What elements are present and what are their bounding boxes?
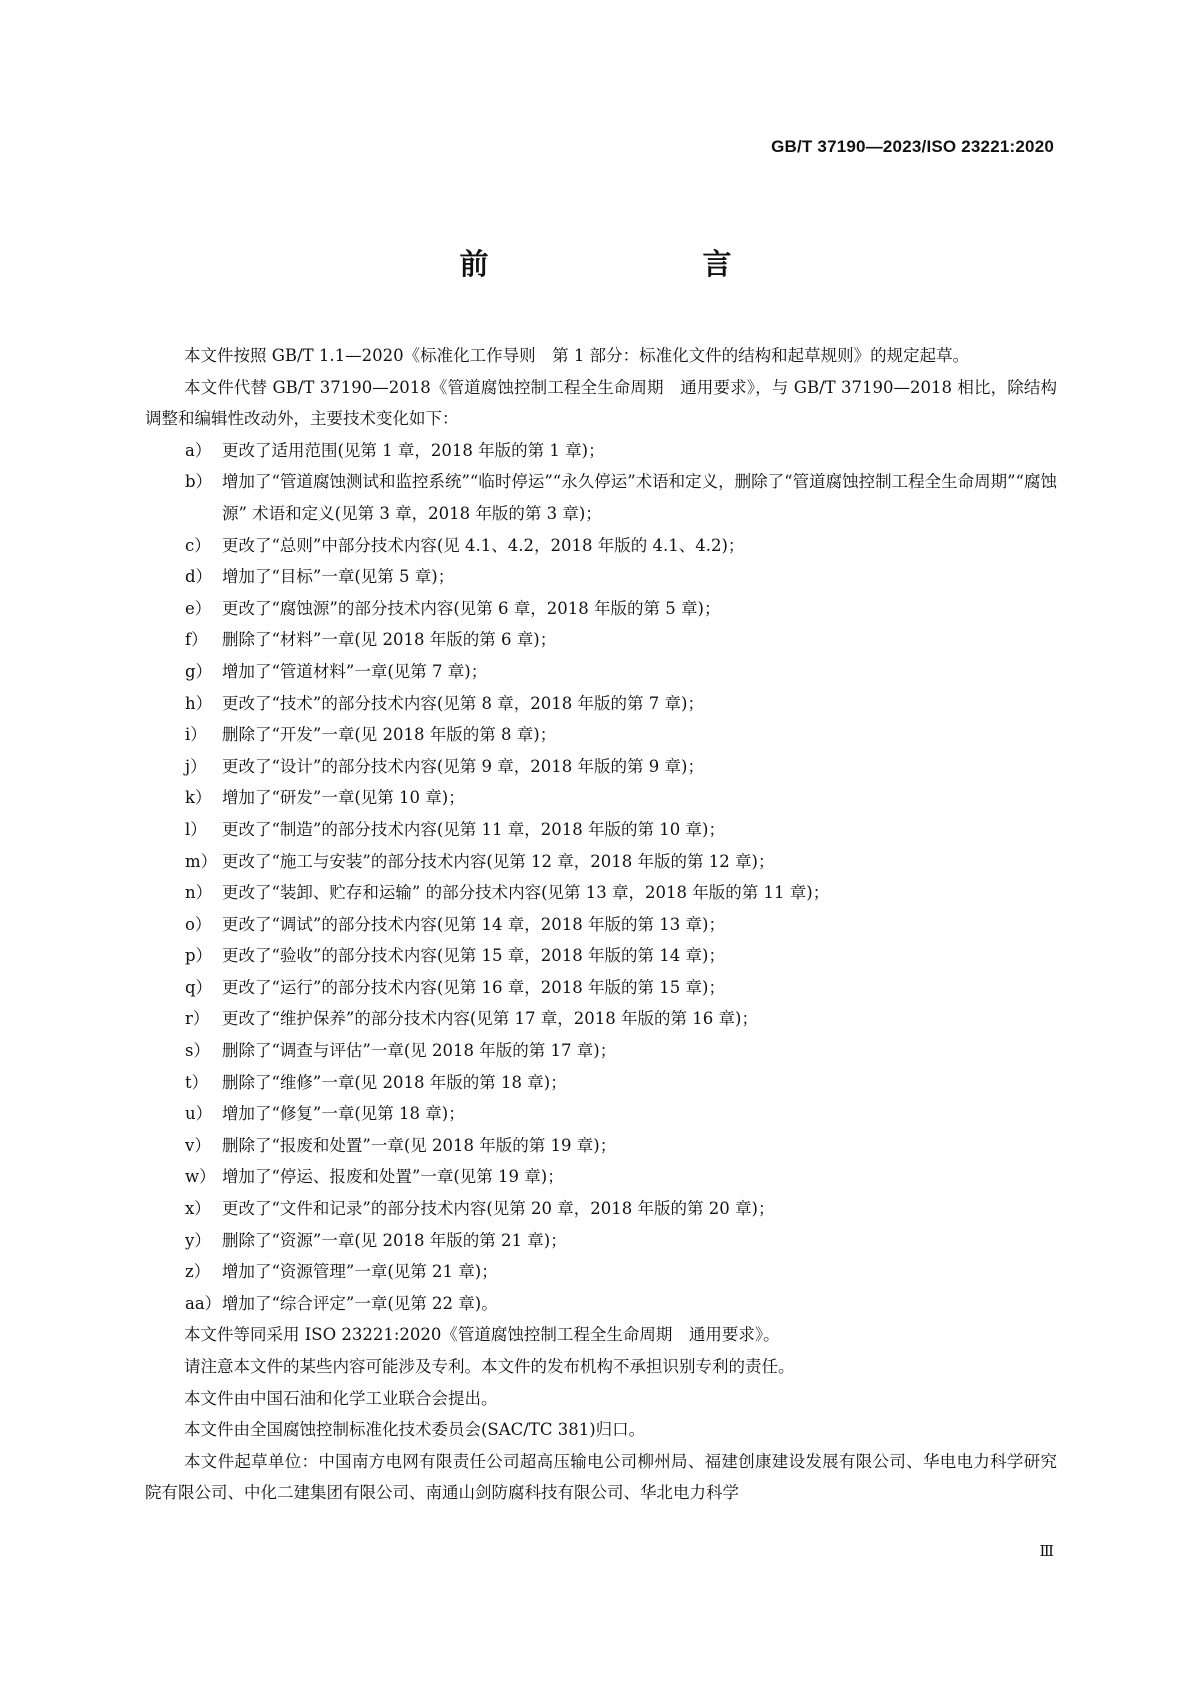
list-marker: o） xyxy=(185,914,212,934)
list-item-text: 更改了适用范围(见第 1 章，2018 年版的第 1 章)； xyxy=(222,440,605,460)
list-item xyxy=(145,1067,1057,1099)
list-item xyxy=(145,624,1057,656)
list-marker: q） xyxy=(185,977,213,997)
list-marker: a） xyxy=(185,440,212,460)
list-marker: d） xyxy=(185,567,213,587)
list-marker: z） xyxy=(185,1262,211,1282)
list-item-text: 更改了“调试”的部分技术内容(见第 14 章，2018 年版的第 13 章)； xyxy=(222,914,725,934)
list-item-text: 更改了“技术”的部分技术内容(见第 8 章，2018 年版的第 7 章)； xyxy=(222,693,704,713)
list-item xyxy=(145,688,1057,720)
page-number: Ⅲ xyxy=(1039,1542,1054,1560)
list-item-text: 更改了“运行”的部分技术内容(见第 16 章，2018 年版的第 15 章)； xyxy=(222,977,725,997)
list-item-text: 增加了“研发”一章(见第 10 章)； xyxy=(222,788,465,808)
list-item xyxy=(145,719,1057,751)
list-marker: b） xyxy=(185,472,213,492)
committee-statement: 本文件由全国腐蚀控制标准化技术委员会(SAC/TC 381)归口。 xyxy=(184,1420,646,1440)
list-marker: w） xyxy=(185,1167,216,1187)
list-marker: p） xyxy=(185,946,213,966)
list-marker: f） xyxy=(185,630,208,650)
list-item xyxy=(145,593,1057,625)
list-item-text: 更改了“设计”的部分技术内容(见第 9 章，2018 年版的第 9 章)； xyxy=(222,756,704,776)
list-marker: j） xyxy=(185,756,207,776)
list-marker: u） xyxy=(185,1104,213,1124)
list-item-text: 更改了“装卸、贮存和运输” 的部分技术内容(见第 13 章，2018 年版的第 11 章)； xyxy=(222,883,830,903)
document-body xyxy=(145,340,1057,1509)
list-item-text: 增加了“资源管理”一章(见第 21 章)； xyxy=(222,1262,498,1282)
list-item-text: 增加了“管道材料”一章(见第 7 章)； xyxy=(222,661,488,681)
list-item-text: 更改了“腐蚀源”的部分技术内容(见第 6 章，2018 年版的第 5 章)； xyxy=(222,598,721,618)
list-marker: i） xyxy=(185,725,207,745)
list-item-text: 更改了“验收”的部分技术内容(见第 15 章，2018 年版的第 14 章)； xyxy=(222,946,725,966)
list-marker: h） xyxy=(185,693,213,713)
list-item-text: 删除了“报废和处置”一章(见 2018 年版的第 19 章)； xyxy=(222,1135,617,1155)
list-marker: e） xyxy=(185,598,212,618)
list-item-text: 增加了“管道腐蚀测试和监控系统”“临时停运”“永久停运”术语和定义，删除了“管道腐蚀控制工程全生命周期”“腐蚀源” 术语和定义(见第 3 章，2018 年版的第 3 章)； xyxy=(222,472,1057,523)
list-item-text: 增加了“停运、报废和处置”一章(见第 19 章)； xyxy=(222,1167,564,1187)
list-item-text: 更改了“施工与安装”的部分技术内容(见第 12 章，2018 年版的第 12 章)； xyxy=(222,851,775,871)
list-item xyxy=(145,1161,1057,1193)
list-marker: k） xyxy=(185,788,212,808)
patent-notice: 请注意本文件的某些内容可能涉及专利。本文件的发布机构不承担识别专利的责任。 xyxy=(184,1357,795,1376)
list-item xyxy=(145,1225,1057,1257)
changes-list xyxy=(145,435,1057,1320)
list-item xyxy=(145,814,1057,846)
list-item xyxy=(145,1130,1057,1162)
list-item xyxy=(145,909,1057,941)
list-marker: v） xyxy=(185,1135,211,1155)
list-item xyxy=(145,435,1057,467)
adoption-statement: 本文件等同采用 ISO 23221:2020《管道腐蚀控制工程全生命周期 通用要求》。 xyxy=(184,1325,780,1345)
list-item-text: 更改了“总则”中部分技术内容(见 4.1、4.2，2018 年版的 4.1、4.2)； xyxy=(222,535,745,555)
list-item xyxy=(145,1035,1057,1067)
list-marker: r） xyxy=(185,1009,210,1029)
list-item-text: 删除了“开发”一章(见 2018 年版的第 8 章)； xyxy=(222,725,557,745)
intro-paragraph-2: 本文件代替 GB/T 37190—2018《管道腐蚀控制工程全生命周期 通用要求》，与 GB/T 37190—2018 相比，除结构调整和编辑性改动外，主要技术变化如下： xyxy=(145,377,1057,429)
list-item xyxy=(145,561,1057,593)
list-item xyxy=(145,940,1057,972)
list-item xyxy=(145,751,1057,783)
proposer-statement: 本文件由中国石油和化学工业联合会提出。 xyxy=(184,1388,498,1408)
list-item xyxy=(145,1288,1057,1320)
list-item-text: 删除了“资源”一章(见 2018 年版的第 21 章)； xyxy=(222,1230,567,1250)
list-marker: s） xyxy=(185,1041,210,1061)
list-item xyxy=(145,466,1057,529)
intro-paragraph-1: 本文件按照 GB/T 1.1—2020《标准化工作导则 第 1 部分：标准化文件的结构和起草规则》的规定起草。 xyxy=(184,346,970,365)
list-item xyxy=(145,1098,1057,1130)
list-marker: t） xyxy=(185,1072,209,1092)
list-marker: y） xyxy=(185,1230,211,1250)
list-marker: x） xyxy=(185,1199,211,1219)
list-marker: m） xyxy=(185,851,218,871)
list-marker: g） xyxy=(185,661,213,681)
list-item xyxy=(145,877,1057,909)
list-item xyxy=(145,1003,1057,1035)
list-marker: aa） xyxy=(185,1293,222,1313)
standard-code: GB/T 37190—2023/ISO 23221:2020 xyxy=(771,137,1054,156)
list-item xyxy=(145,1193,1057,1225)
list-item xyxy=(145,530,1057,562)
list-item-text: 更改了“制造”的部分技术内容(见第 11 章，2018 年版的第 10 章)； xyxy=(222,819,725,839)
list-item xyxy=(145,846,1057,878)
list-item-text: 增加了“综合评定”一章(见第 22 章)。 xyxy=(222,1293,498,1313)
list-item-text: 删除了“维修”一章(见 2018 年版的第 18 章)； xyxy=(222,1072,567,1092)
list-item xyxy=(145,782,1057,814)
drafting-units: 本文件起草单位：中国南方电网有限责任公司超高压输电公司柳州局、福建创康建设发展有限公司、华电电力科学研究院有限公司、中化二建集团有限公司、南通山剑防腐科技有限公司、华北电力科学 xyxy=(145,1451,1057,1503)
list-item-text: 更改了“维护保养”的部分技术内容(见第 17 章，2018 年版的第 16 章)； xyxy=(222,1009,758,1029)
list-item xyxy=(145,1256,1057,1288)
list-item-text: 删除了“材料”一章(见 2018 年版的第 6 章)； xyxy=(222,630,557,650)
list-marker: n） xyxy=(185,883,213,903)
page-title: 前 言 xyxy=(459,247,784,281)
list-marker: l） xyxy=(185,819,207,839)
list-item-text: 增加了“目标”一章(见第 5 章)； xyxy=(222,567,455,587)
list-item-text: 更改了“文件和记录”的部分技术内容(见第 20 章，2018 年版的第 20 章)； xyxy=(222,1199,775,1219)
list-item-text: 增加了“修复”一章(见第 18 章)； xyxy=(222,1104,465,1124)
list-marker: c） xyxy=(185,535,211,555)
list-item xyxy=(145,656,1057,688)
list-item xyxy=(145,972,1057,1004)
list-item-text: 删除了“调查与评估”一章(见 2018 年版的第 17 章)； xyxy=(222,1041,617,1061)
